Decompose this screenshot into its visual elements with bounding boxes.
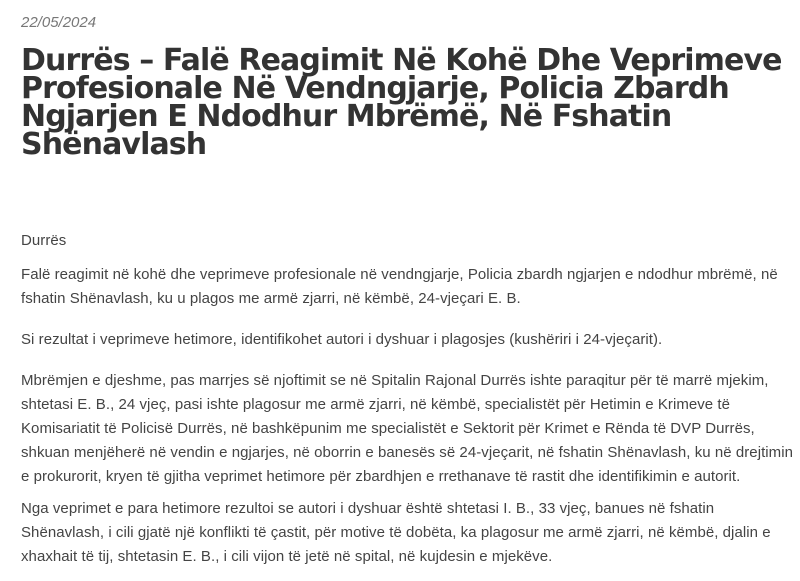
publish-date: 22/05/2024 [21,14,97,31]
paragraph-details: Mbrëmjen e djeshme, pas marrjes së njoftimit se në Spitalin Rajonal Durrës ishte paraqitur për të marrë mjekim, shtetasi E. B., 24 vjeç, pasi ishte plagosur me armë zjarri, në këmbë, specialistët për Hetimin e Krimeve të Komisariatit të Policisë Durrës, në bashkëpunim me specialistët e Sektorit për Krimet e Rënda të DVP Durrës, shkuan menjëherë në vendin e ngjarjes, në oborrin e banesës së 24-vjeçarit, në fshatin Shënavlash, ku në drejtimin e prokurorit, kryen të gjitha veprimet hetimore për zbardhjen e rrethanave të rastit dhe identifikimin e autorit. [21,372,793,485]
paragraph-findings: Nga veprimet e para hetimore rezultoi se autori i dyshuar është shtetasi I. B., 33 vjeç, banues në fshatin Shënavlash, i cili gjatë një konflikti të çastit, për motive të dobëta, ka plagosur me armë zjarri, në këmbë, djalin e xhaxhait të tij, shtetasin E. B., i cili vijon të jetë në spital, në kujdesin e mjekëve. [21,500,771,565]
paragraph-location: Durrës [21,232,67,249]
paragraph-result: Si rezultat i veprimeve hetimore, identifikohet autori i dyshuar i plagosjes (kushëriri i 24-vjeçarit). [21,331,663,348]
article-title: Durrës – Falë Reagimit Në Kohë Dhe Veprimeve Profesionale Në Vendngjarje, Policia Zbardh Ngjarjen E Ndodhur Mbrëmë, Në Fshatin Shënavlash [21,43,782,162]
paragraph-lead: Falë reagimit në kohë dhe veprimeve profesionale në vendngjarje, Policia zbardh ngjarjen e ndodhur mbrëmë, në fshatin Shënavlash, ku u plagos me armë zjarri, në këmbë, 24-vjeçari E. B. [21,266,778,307]
